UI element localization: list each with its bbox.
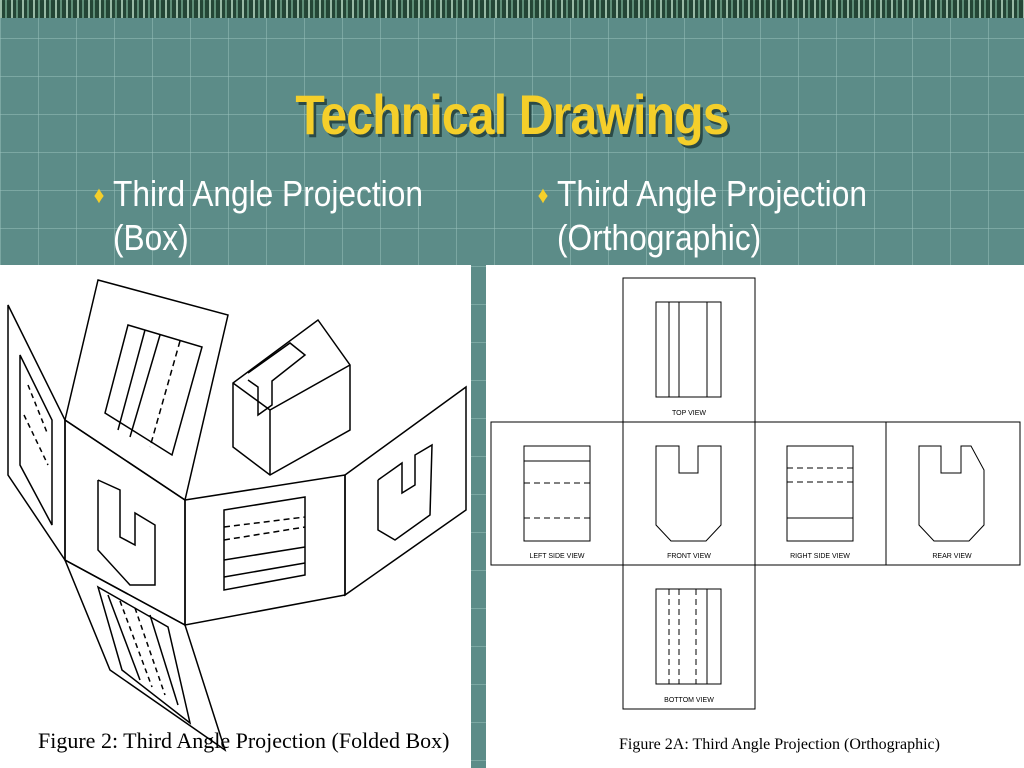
orthographic-figure xyxy=(486,265,1024,768)
bullet-box xyxy=(93,172,423,260)
bullet-line: (Box) xyxy=(113,217,189,258)
front-view-label: FRONT VIEW xyxy=(667,553,711,560)
decorative-top-strip xyxy=(0,0,1024,18)
bullet-line: (Orthographic) xyxy=(557,217,762,258)
bullet-line: Third Angle Projection xyxy=(557,173,867,214)
folded-box-figure xyxy=(0,265,471,768)
rear-view-label: REAR VIEW xyxy=(932,553,972,560)
folded-box-drawing xyxy=(0,265,471,768)
right-view-label: RIGHT SIDE VIEW xyxy=(790,553,850,560)
diamond-bullet-icon: ♦ xyxy=(93,182,105,209)
top-view-label: TOP VIEW xyxy=(672,410,706,417)
bullet-line: Third Angle Projection xyxy=(113,173,423,214)
bullet-orthographic xyxy=(537,172,867,260)
orthographic-drawing xyxy=(486,265,1024,768)
bottom-view-label: BOTTOM VIEW xyxy=(664,697,714,704)
left-view-label: LEFT SIDE VIEW xyxy=(529,553,585,560)
orthographic-caption: Figure 2A: Third Angle Projection (Orthographic) xyxy=(619,736,940,753)
slide-title: Technical Drawings xyxy=(295,83,729,146)
diamond-bullet-icon: ♦ xyxy=(537,182,549,209)
folded-box-caption: Figure 2: Third Angle Projection (Folded Box) xyxy=(38,728,450,753)
